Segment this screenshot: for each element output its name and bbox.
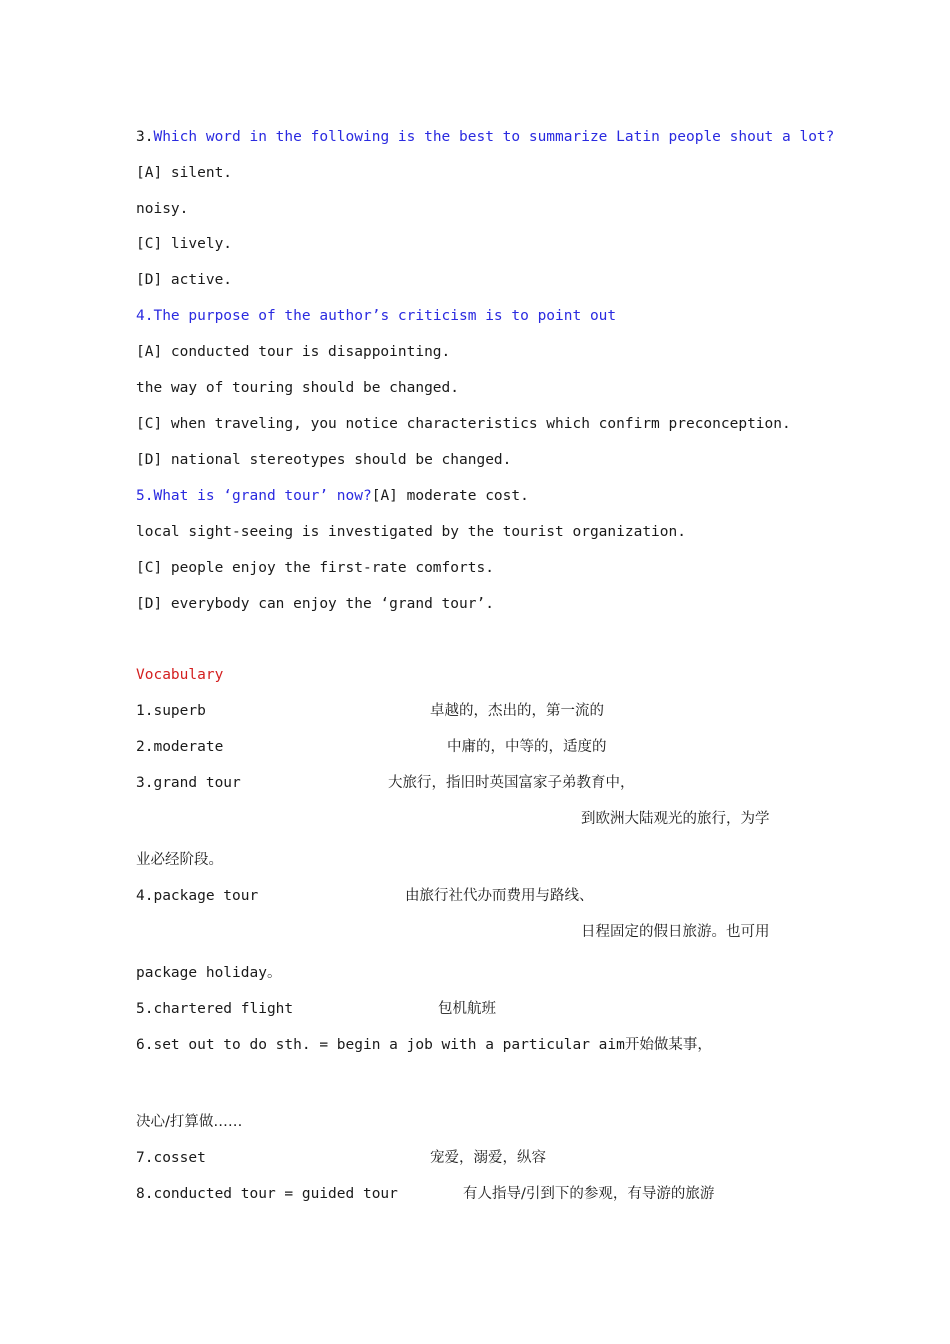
vocab-meaning: 宠爱，溺爱，纵容: [430, 1150, 546, 1166]
option-b: noisy.: [136, 201, 189, 217]
vocab-meaning-cont: 到欧洲大陆观光的旅行，为学: [581, 811, 770, 827]
option-a: [A] conducted tour is disappointing.: [136, 344, 451, 360]
option-a: [A] moderate cost.: [371, 488, 529, 504]
vocab-term: 6.set out to do sth. = begin a job with a particular aim: [136, 1037, 625, 1053]
option-c: [C] when traveling, you notice characteristics which confirm preconception.: [136, 416, 791, 432]
vocab-term: 5.chartered flight: [136, 1001, 294, 1017]
question-text: Which word in the following is the best to summarize Latin people shout a lot?: [153, 129, 835, 145]
option-d: [D] active.: [136, 272, 233, 288]
vocab-meaning-cont: 决心/打算做……: [136, 1114, 243, 1130]
question-text: What is ‘grand tour’ now?: [153, 488, 372, 504]
question-5: [136, 486, 529, 506]
option-d: [D] national stereotypes should be changed.: [136, 452, 512, 468]
question-number: 5.: [136, 488, 154, 504]
option-d: [D] everybody can enjoy the ‘grand tour’.: [136, 596, 494, 612]
option-b: local sight-seeing is investigated by the tourist organization.: [136, 524, 686, 540]
question-4: [136, 306, 616, 326]
vocab-term: 4.package tour: [136, 888, 259, 904]
option-a: [A] silent.: [136, 165, 233, 181]
vocab-term-row: [136, 1035, 712, 1055]
option-b: the way of touring should be changed.: [136, 380, 460, 396]
vocab-meaning: 卓越的，杰出的，第一流的: [430, 703, 604, 719]
vocab-term: 8.conducted tour = guided tour: [136, 1186, 398, 1202]
vocab-meaning: 大旅行，指旧时英国富家子弟教育中，: [388, 775, 635, 791]
vocab-term: 1.superb: [136, 703, 206, 719]
vocab-term: 2.moderate: [136, 739, 224, 755]
vocab-meaning: 开始做某事，: [624, 1037, 712, 1053]
vocab-term: 7.cosset: [136, 1150, 206, 1166]
vocab-term: 3.grand tour: [136, 775, 241, 791]
question-number: 4.: [136, 308, 154, 324]
vocab-meaning-cont: package holiday。: [136, 965, 282, 981]
question-text: The purpose of the author’s criticism is to point out: [153, 308, 617, 324]
vocab-meaning: 有人指导/引到下的参观，有导游的旅游: [463, 1186, 715, 1202]
vocab-meaning: 由旅行社代办而费用与路线、: [405, 888, 594, 904]
question-number: 3.: [136, 129, 154, 145]
option-c: [C] lively.: [136, 236, 233, 252]
question-3: [136, 127, 834, 147]
vocab-meaning-cont: 业必经阶段。: [136, 852, 223, 868]
vocabulary-heading: Vocabulary: [136, 667, 224, 683]
option-c: [C] people enjoy the first-rate comforts.: [136, 560, 494, 576]
vocab-meaning-cont: 日程固定的假日旅游。也可用: [581, 924, 770, 940]
vocab-meaning: 包机航班: [438, 1001, 496, 1017]
vocab-meaning: 中庸的，中等的，适度的: [447, 739, 607, 755]
